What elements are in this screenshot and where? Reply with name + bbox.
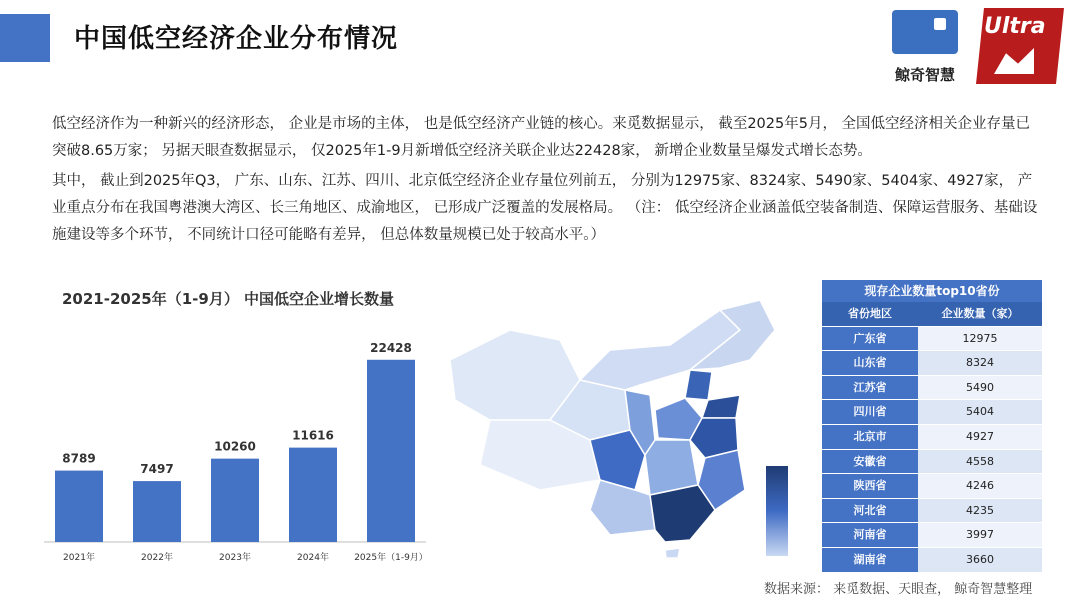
table-cell-count: 4235 (918, 499, 1042, 523)
table-title: 现存企业数量top10省份 (822, 280, 1042, 302)
table-cell-province: 陕西省 (822, 474, 918, 498)
table-cell-count: 4927 (918, 425, 1042, 449)
table-header-province: 省份地区 (822, 302, 918, 326)
whale-logo (888, 10, 962, 86)
table-cell-count: 12975 (918, 327, 1042, 351)
bar-value-label: 7497 (140, 462, 174, 477)
bar (133, 481, 181, 542)
table-row (822, 425, 1042, 450)
table-cell-province: 安徽省 (822, 450, 918, 474)
data-source-note: 数据来源： 来觅数据、天眼查， 鲸奇智慧整理 (764, 582, 1033, 597)
table-cell-count: 5490 (918, 376, 1042, 400)
bar-value-label: 8789 (62, 451, 96, 466)
table-cell-count: 3660 (918, 548, 1042, 572)
table-row (822, 523, 1042, 548)
top10-province-table (822, 280, 1042, 573)
table-row (822, 450, 1042, 475)
x-tick-label: 2024年 (297, 553, 329, 563)
bar-chart-title: 2021-2025年（1-9月） 中国低空企业增长数量 (62, 290, 395, 308)
title-accent-block (0, 14, 50, 62)
china-map (440, 290, 780, 560)
ultra-logo (980, 8, 1060, 84)
table-cell-province: 江苏省 (822, 376, 918, 400)
bar (55, 471, 103, 542)
bar (367, 360, 415, 542)
table-header-row (822, 302, 1042, 327)
table-header-count: 企业数量（家） (918, 302, 1042, 326)
table-cell-province: 河北省 (822, 499, 918, 523)
table-cell-count: 3997 (918, 523, 1042, 547)
table-row (822, 376, 1042, 401)
table-cell-province: 四川省 (822, 400, 918, 424)
table-cell-province: 北京市 (822, 425, 918, 449)
whale-logo-mark (892, 10, 958, 54)
table-row (822, 548, 1042, 573)
table-row (822, 474, 1042, 499)
table-row (822, 351, 1042, 376)
x-tick-label: 2025年（1-9月） (354, 553, 428, 563)
table-cell-province: 河南省 (822, 523, 918, 547)
x-tick-label: 2021年 (63, 553, 95, 563)
table-row (822, 400, 1042, 425)
intro-paragraph-1: 低空经济作为一种新兴的经济形态， 企业是市场的主体， 也是低空经济产业链的核心。来觅数据显示， 截至2025年5月， 全国低空经济相关企业存量已突破8.65万家； 另据天眼查数据显示， 仅2025年1-9月新增低空经济关联企业达22428家， 新增企业数量呈爆发式增长态势。 (52, 116, 1031, 159)
table-row (822, 499, 1042, 524)
whale-logo-caption: 鲸奇智慧 (894, 66, 955, 84)
table-row (822, 327, 1042, 352)
table-cell-count: 5404 (918, 400, 1042, 424)
ultra-logo-text: Ultra (984, 14, 1046, 39)
table-cell-province: 广东省 (822, 327, 918, 351)
map-region-southwest (590, 480, 655, 535)
table-cell-count: 4558 (918, 450, 1042, 474)
table-cell-province: 湖南省 (822, 548, 918, 572)
map-legend-gradient (766, 466, 788, 556)
bar-value-label: 22428 (370, 340, 412, 355)
bar-chart (40, 310, 430, 580)
bar (211, 459, 259, 542)
page-title: 中国低空经济企业分布情况 (74, 24, 399, 54)
table-cell-count: 8324 (918, 351, 1042, 375)
bar-value-label: 10260 (214, 439, 256, 454)
map-region-hebei-beijing (685, 370, 712, 400)
intro-paragraph-2: 其中， 截止到2025年Q3， 广东、山东、江苏、四川、北京低空经济企业存量位列前五， 分别为12975家、8324家、5490家、5404家、4927家， 产业重点分布在我国粤港澳大湾区、长三角地区、成渝地区， 已形成广泛覆盖的发展格局。 （注： 低空经济企业涵盖低空装备制造、保障运营服务、基础设施建设等多个环节， 不同统计口径可能略有差异， 但总体数量规模已处于较高水平。） (52, 173, 1038, 243)
bar-value-label: 11616 (292, 428, 334, 443)
table-cell-province: 山东省 (822, 351, 918, 375)
x-tick-label: 2022年 (141, 553, 173, 563)
bar (289, 448, 337, 542)
whale-logo-eye (934, 18, 946, 30)
x-tick-label: 2023年 (219, 553, 251, 563)
map-region-hainan (665, 548, 680, 558)
table-cell-count: 4246 (918, 474, 1042, 498)
